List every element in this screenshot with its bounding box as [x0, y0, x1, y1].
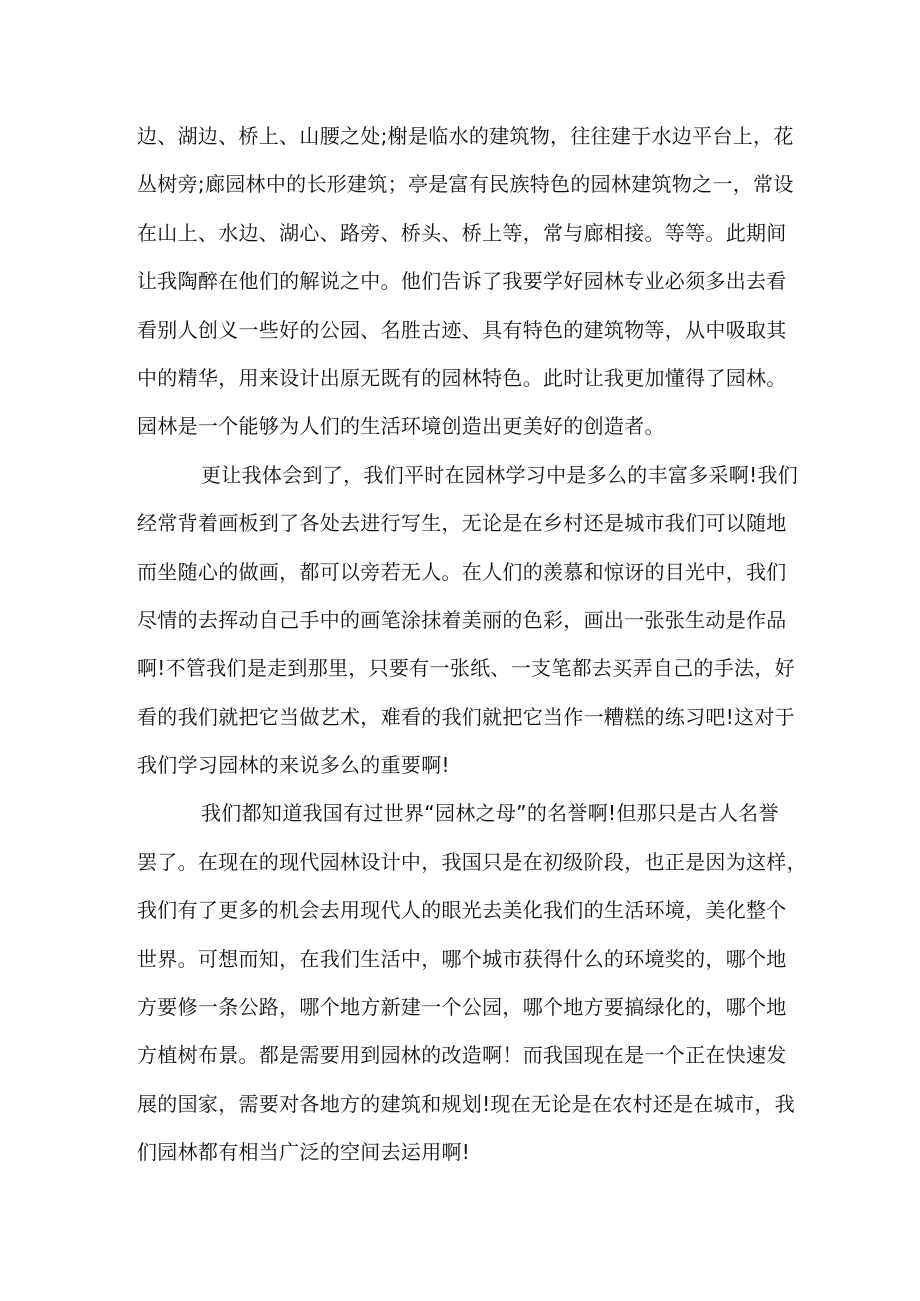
text-line: 我们学习园林的来说多么的重要啊! — [137, 753, 450, 778]
text-line: 丛树旁;廊园林中的长形建筑；亭是富有民族特色的园林建筑物之一，常设 — [137, 172, 794, 197]
text-line: 我们都知道我国有过世界“园林之母”的名誉啊!但那只是古人名誉 — [201, 801, 779, 826]
text-line: 方植树布景。都是需要用到园林的改造啊！而我国现在是一个正在快速发 — [137, 1043, 787, 1068]
text-line: 展的国家，需要对各地方的建筑和规划!现在无论是在农村还是在城市，我 — [137, 1091, 795, 1116]
text-line: 尽情的去挥动自己手中的画笔涂抹着美丽的色彩，画出一张张生动是作品 — [137, 607, 787, 632]
text-line: 啊!不管我们是走到那里，只要有一张纸、一支笔都去买弄自己的手法，好 — [137, 656, 795, 681]
paragraph-3 — [137, 789, 807, 1176]
text-line: 让我陶醉在他们的解说之中。他们告诉了我要学好园林专业必须多出去看 — [137, 269, 787, 294]
text-line: 看别人创义一些好的公园、名胜古迹、具有特色的建筑物等，从中吸取其 — [137, 317, 787, 342]
text-line: 我们有了更多的机会去用现代人的眼光去美化我们的生活环境，美化整个 — [137, 898, 787, 923]
text-line: 在山上、水边、湖心、路旁、桥头、桥上等，常与廊相接。等等。此期间 — [137, 220, 787, 245]
text-line: 边、湖边、桥上、山腰之处;榭是临水的建筑物，往往建于水边平台上，花 — [137, 124, 794, 148]
text-line: 而坐随心的做画，都可以旁若无人。在人们的羡慕和惊讶的目光中，我们 — [137, 559, 787, 584]
text-line: 罢了。在现在的现代园林设计中，我国只是在初级阶段，也正是因为这样， — [137, 849, 807, 874]
text-line: 世界。可想而知，在我们生活中，哪个城市获得什么的环境奖的，哪个地 — [137, 946, 787, 971]
paragraph-1 — [137, 112, 797, 451]
text-line: 中的精华，用来设计出原无既有的园林特色。此时让我更加懂得了园林。 — [137, 365, 787, 390]
document-body — [137, 112, 807, 1177]
text-line: 方要修一条公路，哪个地方新建一个公园，哪个地方要搞绿化的，哪个地 — [137, 995, 787, 1020]
paragraph-2 — [137, 451, 797, 790]
text-line: 园林是一个能够为人们的生活环境创造出更美好的创造者。 — [137, 414, 665, 439]
text-line: 经常背着画板到了各处去进行写生，无论是在乡村还是城市我们可以随地 — [137, 511, 787, 536]
text-line: 看的我们就把它当做艺术，难看的我们就把它当作一糟糕的练习吧!这对于 — [137, 704, 795, 729]
text-line: 更让我体会到了，我们平时在园林学习中是多么的丰富多采啊!我们 — [201, 462, 799, 487]
text-line: 们园林都有相当广泛的空间去运用啊! — [137, 1140, 471, 1165]
